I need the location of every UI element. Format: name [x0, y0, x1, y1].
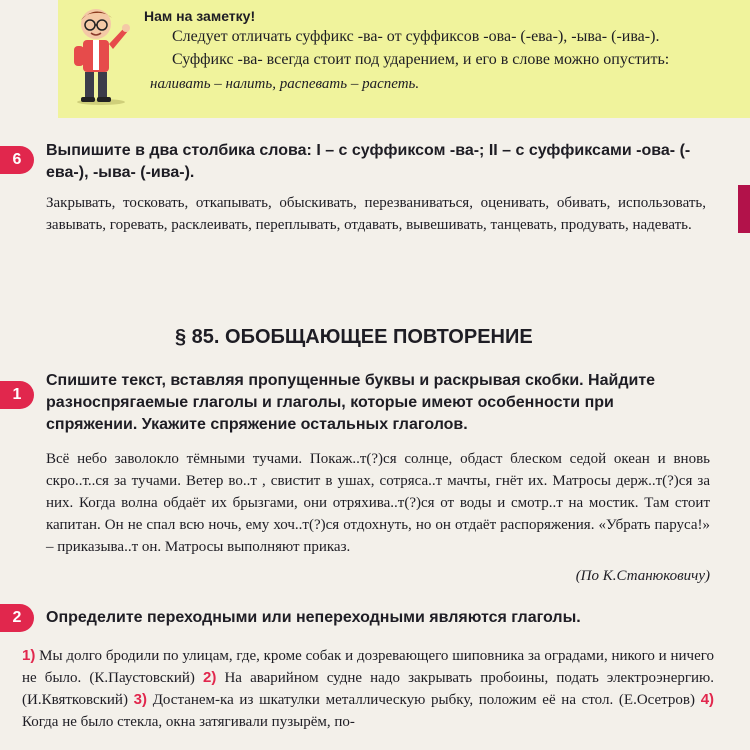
task-text-paragraph: Всё небо заволокло тёмными тучами. Покаж..т(?)ся солнце, обдаст блеском седой океан и вновь скро..т..ся за тучами. Ветер во..т , свистит в ушах, сотряса..т мачты, гнёт их. Матросы держ..т(?)ся за них. Когда волна обдаёт их брызгами, они отряхива..т(?)ся от воды и смотр..т на мостик. Там стоит капитан. Он не спал всю ночь, ему хоч..т(?)ся отдохнуть, но он отдаёт распоряжения. «Убрать паруса!» – приказыва..т он. Матросы выполняют приказ. [46, 451, 710, 555]
text-attribution: (По К.Станюковичу) [575, 568, 710, 584]
page-edge-tab [738, 185, 750, 233]
sentence-text: Когда не было стекла, окна затягивали пузырём, по- [22, 714, 355, 730]
note-example-line: наливать – налить, распевать – распеть. [150, 76, 420, 92]
section-title: § 85. ОБОБЩАЮЩЕЕ ПОВТОРЕНИЕ [175, 326, 533, 348]
sentence-text: На аварийном судне надо закрывать пробоины, подать электроэнергию. (И.Квятковский) [22, 670, 714, 708]
task-heading: Определите переходными или непереходными являются глаголы. [46, 609, 581, 626]
sentence-number: 3) [133, 691, 147, 708]
task-heading: Спишите текст, вставляя пропущенные буквы и раскрывая скобки. Найдите разноспрягаемые глаголы и глаголы, которые имеют особенности при спряжении. Укажите спряжение остальных глаголов. [46, 372, 656, 433]
note-box [58, 0, 750, 118]
task-number-badge: 6 [0, 146, 34, 174]
task-number-badge: 2 [0, 604, 34, 632]
note-title: Нам на заметку! [144, 8, 256, 24]
teacher-illustration-icon [66, 2, 136, 106]
task-heading: Выпишите в два столбика слова: I – с суффиксом -ва-; II – с суффиксами -ова- (-ева-), -ыва- (-ива-). [46, 142, 691, 181]
task-sentences [22, 645, 714, 733]
task-number-badge: 1 [0, 381, 34, 409]
sentence-number: 2) [203, 669, 217, 686]
sentence-text: Мы долго бродили по улицам, где, кроме собак и дозревающего шиповника за оградами, никого и ничего не было. (К.Паустовский) [22, 648, 715, 686]
note-rule-line: Суффикс -ва- всегда стоит под ударением, и его в слове можно опустить: [172, 51, 670, 68]
note-rule-line: Следует отличать суффикс -ва- от суффиксов -ова- (-ева-), -ыва- (-ива-). [172, 28, 660, 45]
sentence-text: Достанем-ка из шкатулки металлическую рыбку, положим её на стол. (Е.Осетров) [152, 692, 695, 708]
task-word-list: Закрывать, тосковать, откапывать, обыскивать, перезваниваться, оценивать, обивать, использовать, завывать, горевать, расклеивать, переплывать, отдавать, вывешивать, танцевать, продувать, надевать. [46, 195, 706, 233]
sentence-number: 1) [22, 647, 36, 664]
sentence-number: 4) [700, 691, 715, 708]
